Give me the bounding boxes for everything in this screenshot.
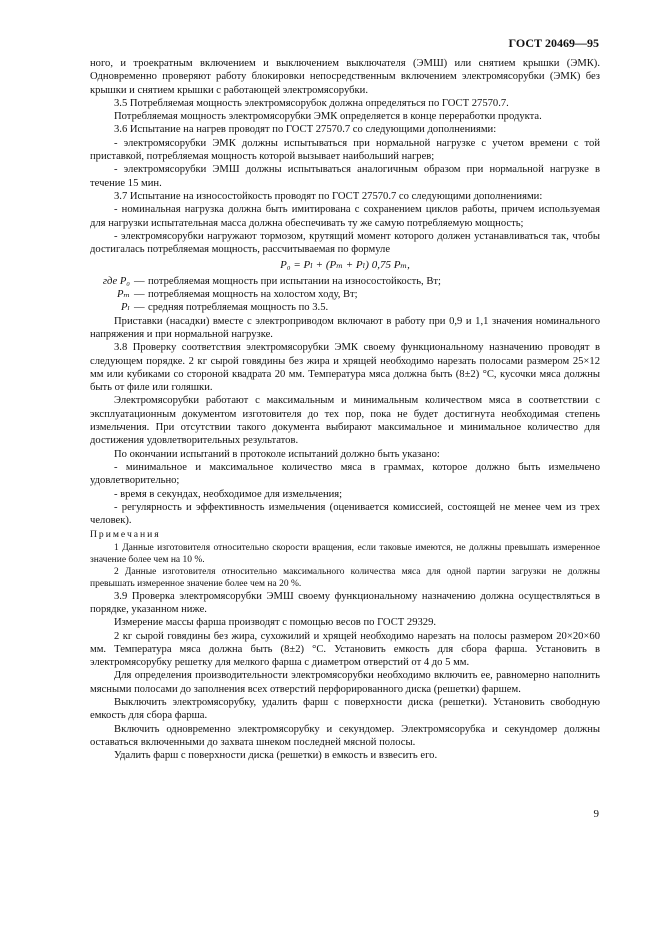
document-body [90,57,600,763]
paragraph: ного, и троекратным включением и выключением выключателя (ЭМШ) или снятием крышки (ЭМК). Одновременно проверяют работу блокировки непосредственным включением электромясорубки (ЭМК) без крышки и снятием крышки с работающей электромясорубки. [90,58,600,96]
definition-text: потребляемая мощность при испытании на износостойкость, Вт; [148,275,441,287]
paragraph: - регулярность и эффективность измельчения (оценивается комиссией, состоящей не менее чем из трех человек). [90,501,600,527]
paragraph: - электромясорубки ЭМК должны испытываться при нормальной нагрузке с учетом времени с той приставкой, потребляемая мощность которой вызывает наибольший нагрев; [90,137,600,163]
page-number: 9 [593,808,599,820]
definition-row [90,275,600,288]
paragraph: - электромясорубки ЭМШ должны испытываться аналогичным образом при нормальной нагрузке в течение 15 мин. [90,164,600,189]
definition-dash: — [134,289,145,301]
paragraph: Потребляемая мощность электромясорубки ЭМК определяется в конце переработки продукта. [114,111,542,123]
paragraph: По окончании испытаний в протоколе испытаний должно быть указано: [114,448,440,460]
paragraph: Для определения производительности электромясорубки необходимо включить ее, равномерно наполнить мясными полосами до заполнения всех отверстий перфорированного диска (решетки) фаршем. [90,670,600,695]
paragraph: - электромясорубки нагружают тормозом, крутящий момент которого должен устанавливаться так, чтобы достигалась потребляемая мощность, рассчитываемая по формуле [90,230,600,256]
paragraph: 3.7 Испытание на износостойкость проводят по ГОСТ 27570.7 со следующими дополнениями: [114,190,543,202]
paragraph: Приставки (насадки) вместе с электроприводом включают в работу при 0,9 и 1,1 значения номинального напряжения и при нормальной нагрузке. [90,315,600,340]
definition-text: потребляемая мощность на холостом ходу, Вт; [148,289,358,301]
definition-text: средняя потребляемая мощность по 3.5. [148,302,329,314]
paragraph: - номинальная нагрузка должна быть имитирована с сохранением циклов работы, причем используемая для нагрузки испытательная масса должна обеспечивать ту же самую потребляемую мощность; [90,204,600,229]
paragraph: 3.9 Проверка электромясорубки ЭМШ своему функциональному назначению должна осуществляться в порядке, указанном ниже. [90,590,600,615]
paragraph: Включить одновременно электромясорубку и секундомер. Электромясорубка и секундомер должны оставаться включенными до захвата шнеком последней мясной полосы. [90,723,600,748]
document-header: ГОСТ 20469—95 [508,36,599,50]
paragraph: - минимальное и максимальное количество мяса в граммах, которое должно быть измельчено удовлетворительно; [90,461,600,487]
definition-dash: — [134,302,145,314]
note-item: 1 Данные изготовителя относительно скорости вращения, если таковые имеются, не должны превышать измеренное значение более чем на 10 %. [90,542,600,565]
power-formula: P₀ = Pₗ + (Pₘ + Pₗ) 0,75 Pₘ, [280,259,410,272]
definition-row [90,301,600,314]
paragraph: 3.5 Потребляемая мощность электромясорубок должна определяться по ГОСТ 27570.7. [114,97,509,109]
paragraph: Удалить фарш с поверхности диска (решетки) в емкость и взвесить его. [114,750,438,762]
definition-term: Pₘ [117,289,130,301]
paragraph: Измерение массы фарша производят с помощью весов по ГОСТ 29329. [114,617,437,629]
paragraph: Выключить электромясорубку, удалить фарш с поверхности диска (решетки). Установить свободную емкость для сбора фарша. [90,697,600,722]
definition-dash: — [134,275,145,287]
notes-heading: Примечания [90,529,161,541]
paragraph: 3.8 Проверку соответствия электромясорубки ЭМК своему функциональному назначению проводят в следующем порядке. 2 кг сырой говядины без жира и хрящей необходимо нарезать полосами размером 25×12 мм или кубиками со стороной квадрата 20 мм. Температура мяса должна быть (8±2) °С, кусочки мяса должны быть от филе или голяшки. [90,342,600,394]
note-item: 2 Данные изготовителя относительно максимального количества мяса для одной партии загрузки не должны превышать измеренное значение более чем на 20 %. [90,566,600,589]
paragraph: Электромясорубки работают с максимальным и минимальным количеством мяса в соответствии с эксплуатационным документом изготовителя до тех пор, пока не будет достигнута необходимая степень измельчения. При отсутствии такого документа выбирают максимальное и минимальное количество для достижения удовлетворительных результатов. [90,395,600,447]
paragraph: 2 кг сырой говядины без жира, сухожилий и хрящей необходимо нарезать на полосы размером 20×20×60 мм. Температура мяса должна быть (8±2) °С. Установить емкость для сбора фарша. Установить в электромясорубку решетку для мелкого фарша с диаметром отверстий от 4 до 5 мм. [90,630,600,669]
paragraph: - время в секундах, необходимое для измельчения; [114,488,343,500]
definition-term: Pₗ [120,302,130,314]
definition-term: где P₀ [102,275,130,287]
definition-row [90,288,600,301]
paragraph: 3.6 Испытание на нагрев проводят по ГОСТ 27570.7 со следующими дополнениями: [114,124,497,136]
